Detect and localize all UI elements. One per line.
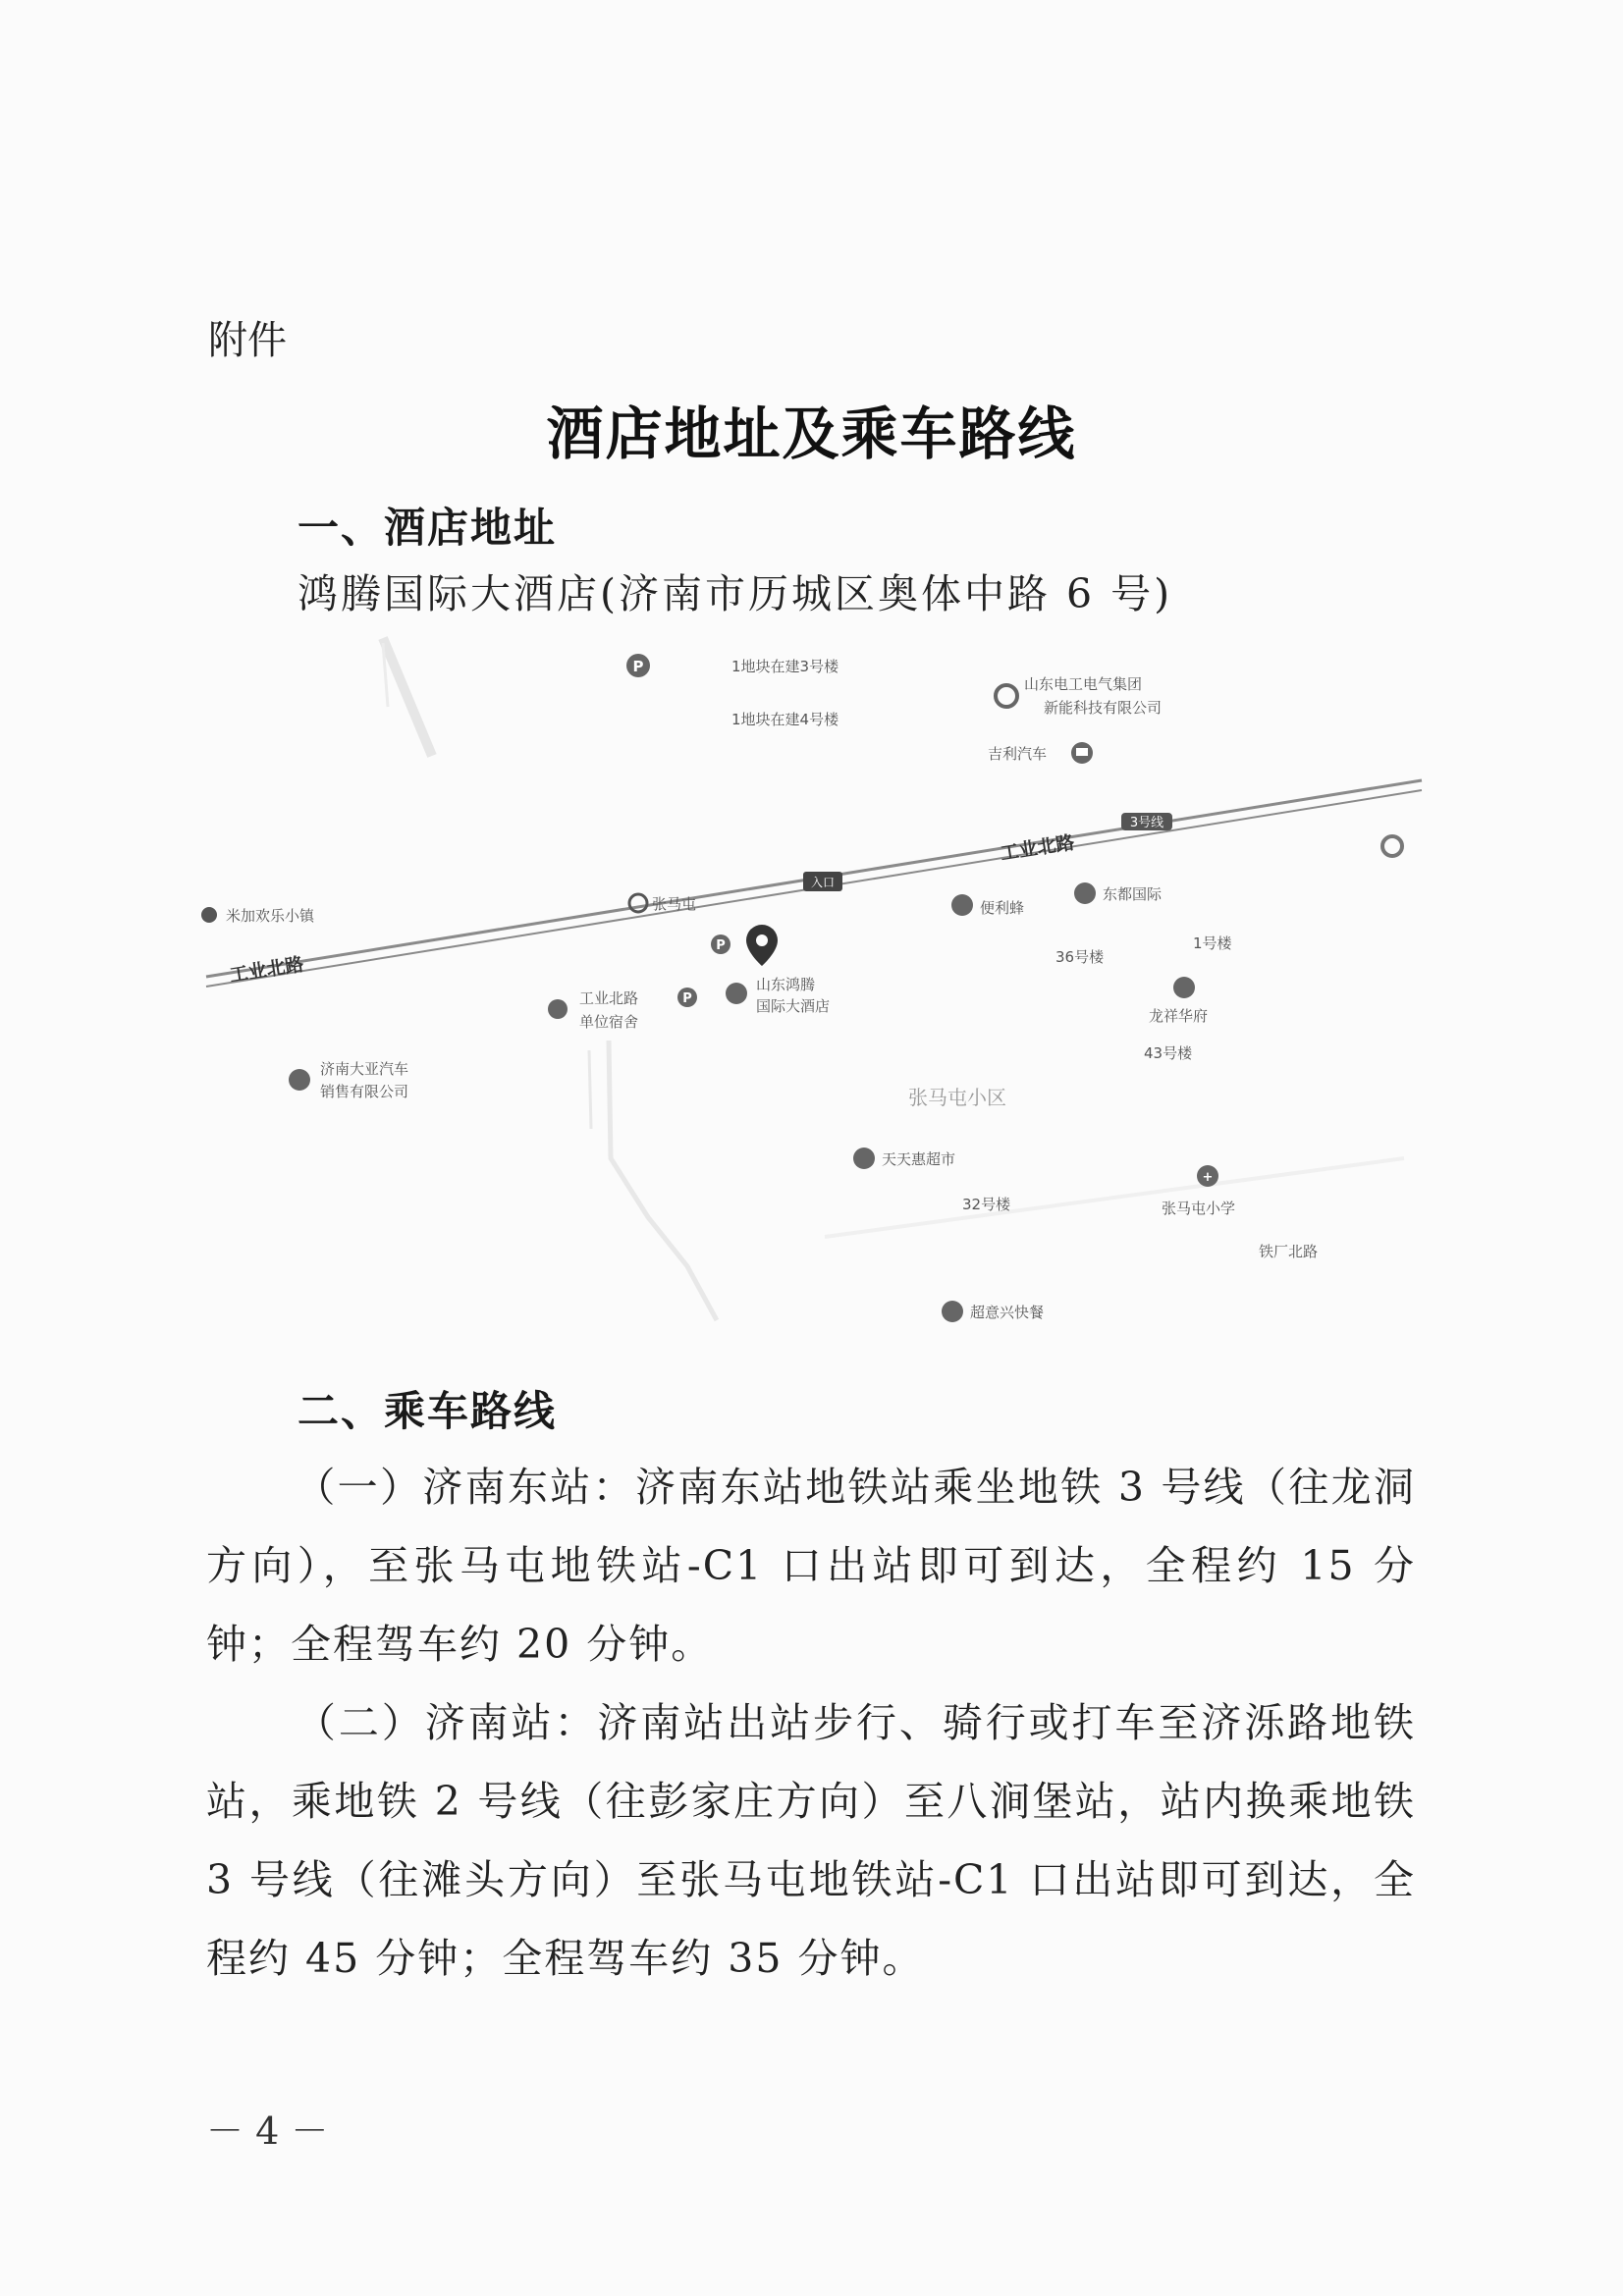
poi-label: 天天惠超市 [882,1150,956,1168]
building-icon[interactable] [548,999,568,1019]
svg-text:入口: 入口 [810,876,836,889]
poi-label: 超意兴快餐 [970,1304,1045,1321]
section-heading-hotel-address: 一、酒店地址 [298,504,558,552]
poi-label: 米加欢乐小镇 [226,907,315,925]
route-paragraph-jinan: （二）济南站：济南站出站步行、骑行或打车至济泺路地铁站，乘地铁 2 号线（往彭家庄方向）至八涧堡站，站内换乘地铁 3 号线（往滩头方向）至张马屯地铁站-C1 口出站即可到达，全程约 45 分钟；全程驾车约 35 分钟。 [206,1699,1416,1982]
poi-parking-north[interactable] [626,654,650,677]
poi-label: 1地块在建3号楼 [731,658,839,675]
poi-label: 张马屯 [652,895,697,913]
poi-label: 便利蜂 [980,899,1025,917]
poi-label: 32号楼 [962,1196,1011,1213]
svg-text:+: + [1202,1170,1214,1185]
school-icon[interactable] [1197,1165,1218,1187]
poi-label: 36号楼 [1055,948,1105,966]
car-icon[interactable] [289,1069,310,1091]
poi-label: 吉利汽车 [988,745,1048,763]
poi-label: 山东电工电气集团 [1024,675,1143,693]
road-label-gongye-east: 工业北路 [999,831,1076,865]
svg-text:P: P [716,938,726,953]
poi-label: 单位宿舍 [579,1013,639,1031]
svg-text:P: P [682,991,692,1006]
parking-icon[interactable] [677,988,697,1007]
page-number: － 4 － [206,2109,329,2153]
home-icon[interactable] [1173,977,1195,998]
poi-icon[interactable] [201,907,217,923]
poi-label: 销售有限公司 [320,1083,409,1100]
attachment-label: 附件 [208,318,287,363]
section-heading-routes: 二、乘车路线 [298,1387,558,1435]
metro-line-badge [1121,813,1172,830]
poi-label: 山东鸿腾 [756,976,816,993]
building-icon[interactable] [1074,882,1096,904]
poi-label: 工业北路 [579,989,639,1007]
svg-text:3号线: 3号线 [1129,816,1164,830]
poi-label: 龙祥华府 [1149,1007,1209,1025]
hotel-address: 鸿腾国际大酒店(济南市历城区奥体中路 6 号) [298,570,1173,617]
shop-icon[interactable] [951,894,973,916]
poi-label: 1号楼 [1193,934,1232,952]
poi-label: 1地块在建4号楼 [731,711,839,728]
poi-label: 东都国际 [1103,885,1163,903]
parking-icon[interactable] [711,934,730,954]
district-label: 张马屯小区 [908,1086,1006,1109]
document-title: 酒店地址及乘车路线 [546,400,1077,467]
road-label-tiechang: 铁厂北路 [1259,1243,1319,1260]
shop-icon[interactable] [853,1148,875,1169]
poi-label: 国际大酒店 [756,997,831,1015]
poi-label: 新能科技有限公司 [1044,699,1163,717]
route-paragraph-jinan-east: （一）济南东站：济南东站地铁站乘坐地铁 3 号线（往龙洞方向），至张马屯地铁站-C1 口出站即可到达，全程约 15 分钟；全程驾车约 20 分钟。 [206,1464,1416,1668]
poi-label: 济南大亚汽车 [320,1060,409,1078]
restaurant-icon[interactable] [942,1301,963,1322]
poi-label: 张马屯小学 [1162,1200,1236,1217]
hotel-icon[interactable] [726,983,747,1004]
car-icon[interactable] [1071,742,1093,764]
svg-text:P: P [632,658,644,675]
entrance-icon[interactable] [803,872,842,891]
poi-label: 43号楼 [1144,1044,1193,1062]
road-label-gongye-west: 工业北路 [228,953,305,987]
